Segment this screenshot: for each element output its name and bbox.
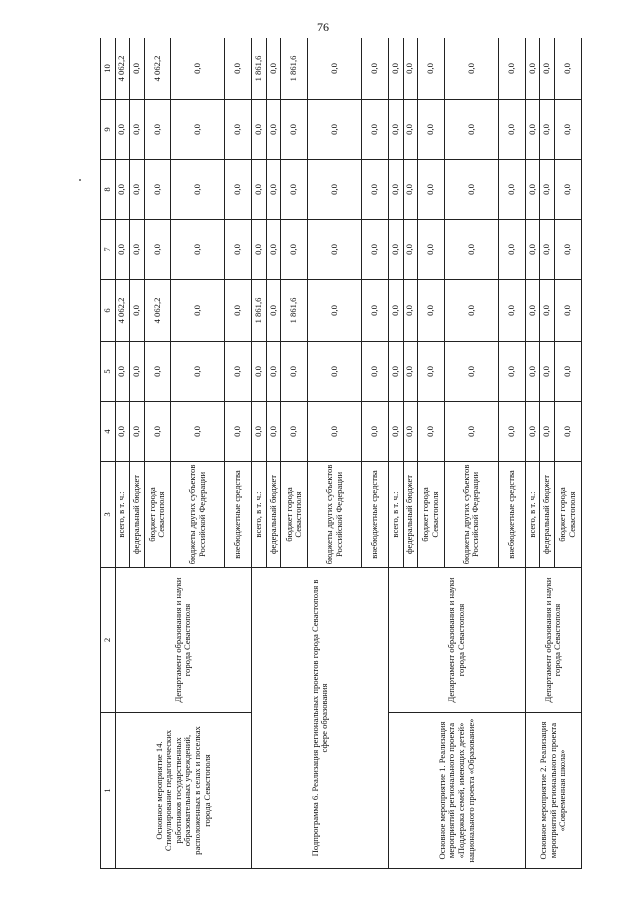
value-cell: 0,0	[362, 280, 389, 342]
header-cell: 6	[101, 280, 116, 342]
value-cell: 0,0	[403, 280, 418, 342]
value-cell: 0,0	[115, 100, 130, 160]
value-cell: 0,0	[525, 220, 540, 280]
funding-source: внебюджетные средства	[498, 462, 525, 568]
scan-speck	[79, 179, 81, 181]
value-cell: 0,0	[266, 220, 281, 280]
value-cell: 0,0	[144, 160, 171, 220]
value-cell: 0,0	[418, 100, 445, 160]
table-frame	[100, 38, 582, 869]
value-cell: 0,0	[389, 220, 404, 280]
responsible-department: Департамент образования и науки города Севастополя	[115, 568, 252, 713]
value-cell: 0,0	[225, 100, 252, 160]
value-cell: 0,0	[130, 38, 145, 100]
value-cell: 0,0	[498, 160, 525, 220]
value-cell: 0,0	[225, 38, 252, 100]
value-cell: 0,0	[171, 160, 225, 220]
value-cell: 0,0	[308, 100, 362, 160]
header-cell: 9	[101, 100, 116, 160]
value-cell: 0,0	[418, 160, 445, 220]
value-cell: 0,0	[225, 402, 252, 462]
value-cell: 0,0	[418, 280, 445, 342]
value-cell: 1 861,6	[252, 38, 267, 100]
value-cell: 0,0	[144, 342, 171, 402]
value-cell: 0,0	[266, 280, 281, 342]
value-cell: 0,0	[362, 342, 389, 402]
table-row	[115, 38, 130, 869]
table-row	[525, 38, 540, 869]
value-cell: 1 861,6	[281, 280, 308, 342]
value-cell: 0,0	[525, 100, 540, 160]
funding-source: бюджеты других субъектов Российской Федерации	[171, 462, 225, 568]
value-cell: 0,0	[225, 280, 252, 342]
table-body	[101, 38, 582, 869]
value-cell: 0,0	[525, 402, 540, 462]
value-cell: 0,0	[540, 280, 555, 342]
value-cell: 0,0	[362, 220, 389, 280]
responsible-department: Департамент образования и науки города Севастополя	[389, 568, 526, 713]
funding-source: бюджеты других субъектов Российской Федерации	[308, 462, 362, 568]
value-cell: 0,0	[498, 280, 525, 342]
value-cell: 0,0	[308, 402, 362, 462]
value-cell: 0,0	[308, 220, 362, 280]
header-cell: 1	[101, 713, 116, 869]
value-cell: 4 062,2	[115, 38, 130, 100]
value-cell: 0,0	[171, 280, 225, 342]
value-cell: 0,0	[498, 100, 525, 160]
value-cell: 0,0	[498, 402, 525, 462]
value-cell: 0,0	[266, 402, 281, 462]
rotated-table-container	[100, 38, 582, 869]
value-cell: 0,0	[554, 402, 581, 462]
value-cell: 0,0	[444, 160, 498, 220]
value-cell: 0,0	[403, 100, 418, 160]
value-cell: 0,0	[540, 160, 555, 220]
value-cell: 0,0	[115, 342, 130, 402]
value-cell: 0,0	[389, 342, 404, 402]
value-cell: 0,0	[171, 342, 225, 402]
value-cell: 0,0	[115, 220, 130, 280]
value-cell: 0,0	[130, 160, 145, 220]
value-cell: 0,0	[362, 160, 389, 220]
value-cell: 1 861,6	[281, 38, 308, 100]
value-cell: 0,0	[444, 280, 498, 342]
funding-source: всего, в т. ч.:	[115, 462, 130, 568]
value-cell: 0,0	[225, 220, 252, 280]
table-row	[252, 38, 267, 869]
value-cell: 0,0	[444, 38, 498, 100]
value-cell: 0,0	[554, 100, 581, 160]
value-cell: 0,0	[171, 402, 225, 462]
value-cell: 0,0	[389, 100, 404, 160]
value-cell: 0,0	[540, 402, 555, 462]
value-cell: 0,0	[444, 342, 498, 402]
responsible-department: Департамент образования и науки города Севастополя	[525, 568, 581, 713]
funding-source: бюджет города Севастополя	[144, 462, 171, 568]
funding-source: бюджеты других субъектов Российской Федерации	[444, 462, 498, 568]
value-cell: 0,0	[525, 280, 540, 342]
value-cell: 0,0	[418, 38, 445, 100]
value-cell: 0,0	[171, 38, 225, 100]
value-cell: 0,0	[281, 160, 308, 220]
value-cell: 0,0	[281, 342, 308, 402]
value-cell: 0,0	[554, 38, 581, 100]
value-cell: 0,0	[252, 342, 267, 402]
header-cell: 3	[101, 462, 116, 568]
value-cell: 0,0	[266, 160, 281, 220]
value-cell: 0,0	[266, 38, 281, 100]
value-cell: 0,0	[540, 100, 555, 160]
value-cell: 4 062,2	[115, 280, 130, 342]
value-cell: 0,0	[554, 280, 581, 342]
funding-source: федеральный бюджет	[540, 462, 555, 568]
value-cell: 0,0	[418, 342, 445, 402]
header-cell: 10	[101, 38, 116, 100]
value-cell: 0,0	[130, 280, 145, 342]
value-cell: 0,0	[362, 100, 389, 160]
value-cell: 0,0	[130, 100, 145, 160]
value-cell: 0,0	[444, 100, 498, 160]
value-cell: 0,0	[389, 280, 404, 342]
value-cell: 0,0	[403, 160, 418, 220]
funding-source: всего, в т. ч.:	[525, 462, 540, 568]
funding-source: бюджет города Севастополя	[554, 462, 581, 568]
value-cell: 0,0	[130, 342, 145, 402]
value-cell: 0,0	[362, 402, 389, 462]
value-cell: 0,0	[403, 402, 418, 462]
value-cell: 0,0	[525, 160, 540, 220]
value-cell: 0,0	[252, 160, 267, 220]
funding-source: бюджет города Севастополя	[418, 462, 445, 568]
header-cell: 8	[101, 160, 116, 220]
value-cell: 0,0	[144, 220, 171, 280]
measure-name: Основное мероприятие 1. Реализация мероприятий регионального проекта «Поддержка семей, имеющих детей» национального проекта «Образование»	[389, 713, 526, 869]
header-row	[101, 38, 116, 869]
value-cell: 0,0	[281, 220, 308, 280]
funding-source: внебюджетные средства	[362, 462, 389, 568]
value-cell: 0,0	[444, 220, 498, 280]
funding-source: внебюджетные средства	[225, 462, 252, 568]
value-cell: 0,0	[540, 342, 555, 402]
funding-source: всего, в т. ч.:	[252, 462, 267, 568]
value-cell: 0,0	[308, 38, 362, 100]
value-cell: 0,0	[403, 220, 418, 280]
value-cell: 1 861,6	[252, 280, 267, 342]
value-cell: 0,0	[130, 220, 145, 280]
funding-source: всего, в т. ч.:	[389, 462, 404, 568]
value-cell: 0,0	[554, 160, 581, 220]
funding-source: федеральный бюджет	[130, 462, 145, 568]
measure-name: Основное мероприятие 14. Стимулирование педагогических работников государственных образовательных учреждений, расположенных в селах и поселках города Севастополя	[115, 713, 252, 869]
value-cell: 0,0	[225, 160, 252, 220]
header-cell: 2	[101, 568, 116, 713]
value-cell: 0,0	[418, 220, 445, 280]
value-cell: 0,0	[525, 342, 540, 402]
value-cell: 0,0	[115, 402, 130, 462]
value-cell: 0,0	[281, 402, 308, 462]
budget-table	[100, 38, 582, 869]
funding-source: бюджет города Севастополя	[281, 462, 308, 568]
value-cell: 0,0	[171, 100, 225, 160]
page-number: 76	[317, 20, 329, 34]
value-cell: 0,0	[498, 38, 525, 100]
value-cell: 0,0	[554, 220, 581, 280]
table-row	[389, 38, 404, 869]
value-cell: 0,0	[130, 402, 145, 462]
value-cell: 0,0	[540, 220, 555, 280]
value-cell: 0,0	[362, 38, 389, 100]
header-cell: 5	[101, 342, 116, 402]
funding-source: федеральный бюджет	[403, 462, 418, 568]
value-cell: 0,0	[444, 402, 498, 462]
value-cell: 0,0	[144, 100, 171, 160]
value-cell: 0,0	[403, 342, 418, 402]
subprogram-name: Подпрограмма 6. Реализация региональных проектов города Севастополя в сфере образования	[252, 568, 389, 869]
value-cell: 0,0	[115, 160, 130, 220]
value-cell: 0,0	[252, 220, 267, 280]
value-cell: 0,0	[266, 100, 281, 160]
value-cell: 0,0	[266, 342, 281, 402]
value-cell: 0,0	[554, 342, 581, 402]
value-cell: 0,0	[308, 342, 362, 402]
value-cell: 0,0	[171, 220, 225, 280]
value-cell: 0,0	[540, 38, 555, 100]
value-cell: 0,0	[225, 342, 252, 402]
value-cell: 0,0	[252, 100, 267, 160]
value-cell: 0,0	[389, 402, 404, 462]
value-cell: 0,0	[308, 160, 362, 220]
header-cell: 4	[101, 402, 116, 462]
measure-name: Основное мероприятие 2. Реализация мероприятий регионального проекта «Современная школа»	[525, 713, 581, 869]
value-cell: 4 062,2	[144, 38, 171, 100]
value-cell: 0,0	[308, 280, 362, 342]
value-cell: 0,0	[252, 402, 267, 462]
value-cell: 0,0	[281, 100, 308, 160]
value-cell: 0,0	[498, 220, 525, 280]
value-cell: 0,0	[418, 402, 445, 462]
value-cell: 0,0	[389, 38, 404, 100]
value-cell: 0,0	[498, 342, 525, 402]
value-cell: 0,0	[144, 402, 171, 462]
funding-source: федеральный бюджет	[266, 462, 281, 568]
value-cell: 0,0	[525, 38, 540, 100]
header-cell: 7	[101, 220, 116, 280]
value-cell: 0,0	[389, 160, 404, 220]
value-cell: 4 062,2	[144, 280, 171, 342]
value-cell: 0,0	[403, 38, 418, 100]
